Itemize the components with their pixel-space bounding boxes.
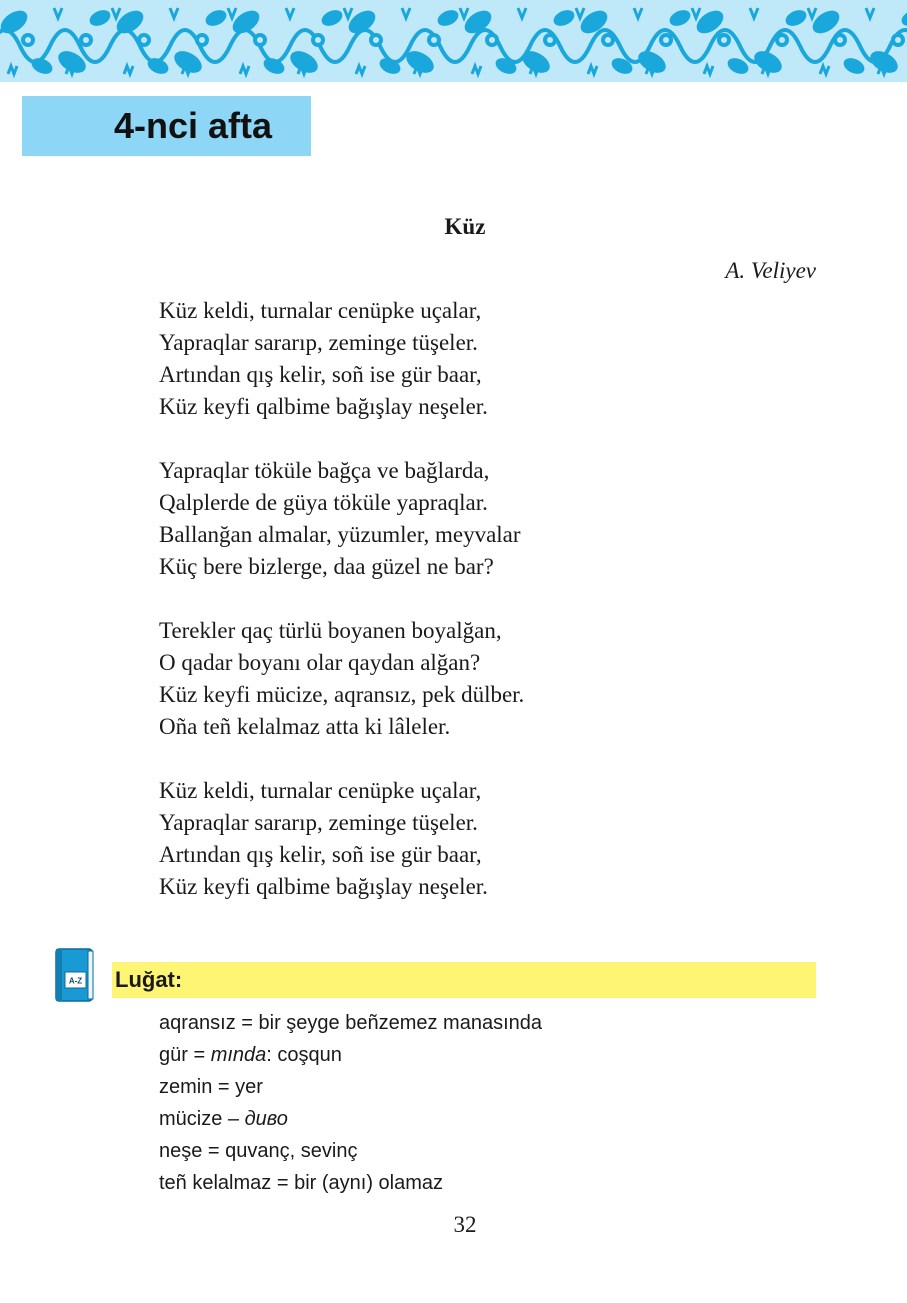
poem-line: Artından qış kelir, soñ ise gür baar, <box>159 842 482 867</box>
vocabulary-item: zemin = yer <box>159 1076 263 1098</box>
stanza <box>159 615 524 743</box>
poem-line: Ballanğan almalar, yüzumler, meyvalar <box>159 522 521 547</box>
poem-line: Oña teñ kelalmaz atta ki lâleler. <box>159 714 451 739</box>
poem-title: Küz <box>444 214 486 239</box>
poem-line: Küz keldi, turnalar cenüpke uçalar, <box>159 298 482 323</box>
floral-ornament <box>0 0 907 82</box>
poem-line: O qadar boyanı olar qaydan alğan? <box>159 650 481 675</box>
decorative-ornament-band <box>0 0 907 82</box>
poem-line: Terekler qaç türlü boyanen boyalğan, <box>159 618 502 643</box>
week-title: 4-nci afta <box>114 105 273 146</box>
vocabulary-item: neşe = quvanç, sevinç <box>159 1140 358 1162</box>
poem-line: Yapraqlar sararıp, zeminge tüşeler. <box>159 810 478 835</box>
vocabulary-item: teñ kelalmaz = bir (aynı) olamaz <box>159 1172 444 1194</box>
poem-line: Küz keyfi mücize, aqransız, pek dülber. <box>159 682 525 707</box>
week-header-box <box>22 96 311 156</box>
poem-line: Küz keyfi qalbime bağışlay neşeler. <box>159 394 488 419</box>
poem-line: Yapraqlar sararıp, zeminge tüşeler. <box>159 330 478 355</box>
poem-body <box>159 295 524 935</box>
dictionary-book-icon <box>54 946 96 1004</box>
vocabulary-item: gür = mında: coşqun <box>159 1044 342 1066</box>
svg-text:A-Z: A-Z <box>68 976 83 986</box>
poem-line: Küz keyfi qalbime bağışlay neşeler. <box>159 874 488 899</box>
vocabulary-title: Luğat: <box>115 967 183 992</box>
poem-line: Artından qış kelir, soñ ise gür baar, <box>159 362 482 387</box>
stanza <box>159 455 524 583</box>
poem-line: Küç bere bizlerge, daa güzel ne bar? <box>159 554 494 579</box>
vocabulary-header-bar <box>112 962 816 998</box>
vocabulary-list <box>159 1007 542 1199</box>
vocabulary-item: aqransız = bir şeyge beñzemez manasında <box>159 1012 542 1034</box>
poem-author: A. Veliyev <box>725 258 816 283</box>
poem-line: Qalplerde de güya töküle yapraqlar. <box>159 490 488 515</box>
page-number: 32 <box>453 1212 477 1237</box>
stanza <box>159 775 524 903</box>
vocabulary-item: mücize – диво <box>159 1108 288 1130</box>
poem-line: Yapraqlar töküle bağça ve bağlarda, <box>159 458 490 483</box>
poem-line: Küz keldi, turnalar cenüpke uçalar, <box>159 778 482 803</box>
stanza <box>159 295 524 423</box>
